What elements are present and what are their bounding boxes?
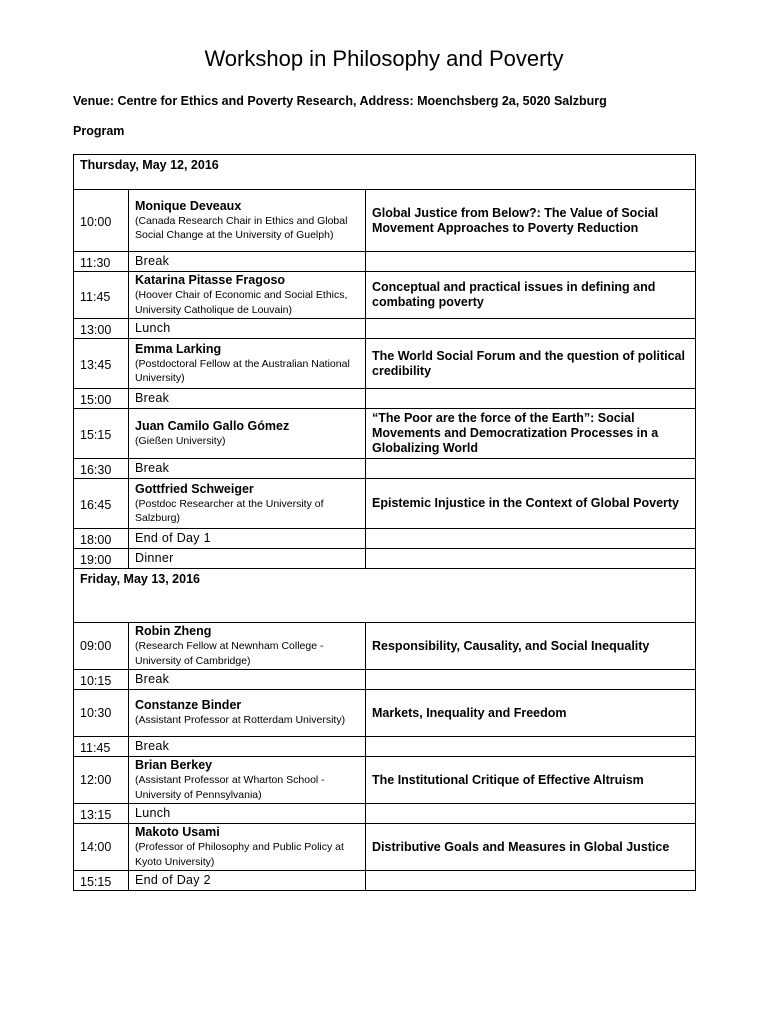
venue-line: Venue: Centre for Ethics and Poverty Research, Address: Moenchsberg 2a, 5020 Salzburg — [73, 94, 607, 108]
talk-title — [366, 737, 696, 757]
schedule-event-row — [74, 459, 696, 479]
speaker-affiliation: (Assistant Professor at Rotterdam University) — [135, 714, 346, 727]
schedule-talk-row — [74, 409, 696, 459]
schedule-event-row — [74, 389, 696, 409]
document-title: Workshop in Philosophy and Poverty — [204, 46, 564, 71]
talk-title — [366, 529, 696, 549]
speaker-affiliation: (Postdoctoral Fellow at the Australian National University) — [135, 357, 350, 384]
session-time: 11:30 — [74, 252, 129, 272]
event-cell — [129, 319, 366, 339]
talk-title: Distributive Goals and Measures in Global Justice — [366, 824, 696, 871]
schedule-talk-row — [74, 757, 696, 804]
speaker-cell — [129, 690, 366, 737]
event-label: Lunch — [135, 321, 171, 335]
speaker-affiliation: (Research Fellow at Newnham College - University of Cambridge) — [135, 640, 324, 667]
session-time: 09:00 — [74, 623, 129, 670]
speaker-affiliation: (Professor of Philosophy and Public Policy at Kyoto University) — [135, 841, 344, 868]
schedule-table — [73, 154, 696, 891]
talk-title: Global Justice from Below?: The Value of Social Movement Approaches to Poverty Reduction — [366, 190, 696, 252]
talk-title — [366, 871, 696, 891]
event-label: End of Day 1 — [135, 531, 211, 545]
session-time: 10:00 — [74, 190, 129, 252]
speaker-cell — [129, 409, 366, 459]
schedule-talk-row — [74, 479, 696, 529]
speaker-name: Emma Larking — [135, 341, 222, 356]
talk-title — [366, 319, 696, 339]
talk-title: “The Poor are the force of the Earth”: Social Movements and Democratization Processes in a Globalizing World — [366, 409, 696, 459]
event-cell — [129, 459, 366, 479]
talk-title: Markets, Inequality and Freedom — [366, 690, 696, 737]
talk-title — [366, 804, 696, 824]
speaker-name: Juan Camilo Gallo Gómez — [135, 418, 290, 433]
speaker-name: Gottfried Schweiger — [135, 481, 254, 496]
event-label: Break — [135, 739, 170, 753]
session-time: 14:00 — [74, 824, 129, 871]
speaker-name: Makoto Usami — [135, 825, 220, 839]
speaker-name: Robin Zheng — [135, 624, 212, 638]
event-label: Break — [135, 254, 170, 268]
talk-title: The Institutional Critique of Effective Altruism — [366, 757, 696, 804]
session-time: 10:30 — [74, 690, 129, 737]
day-header-row — [74, 155, 696, 190]
talk-title — [366, 549, 696, 569]
event-cell — [129, 871, 366, 891]
talk-title: Responsibility, Causality, and Social Inequality — [366, 623, 696, 670]
event-label: Break — [135, 461, 170, 475]
session-time: 11:45 — [74, 272, 129, 319]
session-time: 10:15 — [74, 670, 129, 690]
session-time: 13:45 — [74, 339, 129, 389]
session-time: 11:45 — [74, 737, 129, 757]
event-cell — [129, 804, 366, 824]
event-cell — [129, 670, 366, 690]
speaker-name: Brian Berkey — [135, 758, 213, 772]
talk-title: Conceptual and practical issues in defining and combating poverty — [366, 272, 696, 319]
speaker-affiliation: (Assistant Professor at Wharton School - University of Pennsylvania) — [135, 774, 325, 801]
speaker-affiliation: (Hoover Chair of Economic and Social Ethics, University Catholique de Louvain) — [135, 289, 348, 316]
session-time: 13:00 — [74, 319, 129, 339]
session-time: 15:15 — [74, 409, 129, 459]
schedule-talk-row — [74, 190, 696, 252]
event-label: End of Day 2 — [135, 873, 211, 887]
event-cell — [129, 529, 366, 549]
schedule-event-row — [74, 529, 696, 549]
day-header-row — [74, 569, 696, 623]
schedule-talk-row — [74, 623, 696, 670]
schedule-event-row — [74, 549, 696, 569]
talk-title — [366, 389, 696, 409]
session-time: 13:15 — [74, 804, 129, 824]
session-time: 12:00 — [74, 757, 129, 804]
speaker-cell — [129, 757, 366, 804]
event-cell — [129, 549, 366, 569]
speaker-affiliation: (Gießen University) — [135, 434, 226, 447]
event-label: Lunch — [135, 806, 171, 820]
speaker-cell — [129, 824, 366, 871]
schedule-talk-row — [74, 339, 696, 389]
schedule-event-row — [74, 319, 696, 339]
talk-title — [366, 459, 696, 479]
schedule-event-row — [74, 670, 696, 690]
talk-title: Epistemic Injustice in the Context of Global Poverty — [366, 479, 696, 529]
talk-title: The World Social Forum and the question of political credibility — [366, 339, 696, 389]
program-heading: Program — [73, 124, 125, 138]
event-label: Break — [135, 391, 170, 405]
session-time: 19:00 — [74, 549, 129, 569]
speaker-cell — [129, 623, 366, 670]
talk-title — [366, 670, 696, 690]
session-time: 15:00 — [74, 389, 129, 409]
speaker-cell — [129, 272, 366, 319]
event-label: Break — [135, 672, 170, 686]
speaker-name: Monique Deveaux — [135, 198, 242, 213]
session-time: 18:00 — [74, 529, 129, 549]
day-header: Friday, May 13, 2016 — [74, 569, 696, 623]
session-time: 16:30 — [74, 459, 129, 479]
speaker-cell — [129, 190, 366, 252]
schedule-talk-row — [74, 272, 696, 319]
speaker-name: Katarina Pitasse Fragoso — [135, 273, 286, 287]
speaker-cell — [129, 339, 366, 389]
schedule-talk-row — [74, 824, 696, 871]
schedule-event-row — [74, 871, 696, 891]
event-cell — [129, 389, 366, 409]
schedule-event-row — [74, 252, 696, 272]
session-time: 15:15 — [74, 871, 129, 891]
schedule-event-row — [74, 804, 696, 824]
event-label: Dinner — [135, 551, 174, 565]
speaker-name: Constanze Binder — [135, 698, 242, 713]
speaker-cell — [129, 479, 366, 529]
talk-title — [366, 252, 696, 272]
event-cell — [129, 737, 366, 757]
speaker-affiliation: (Canada Research Chair in Ethics and Global Social Change at the University of Guelph) — [135, 214, 348, 241]
speaker-affiliation: (Postdoc Researcher at the University of Salzburg) — [135, 497, 324, 524]
event-cell — [129, 252, 366, 272]
day-header: Thursday, May 12, 2016 — [74, 155, 696, 190]
schedule-event-row — [74, 737, 696, 757]
session-time: 16:45 — [74, 479, 129, 529]
schedule-talk-row — [74, 690, 696, 737]
